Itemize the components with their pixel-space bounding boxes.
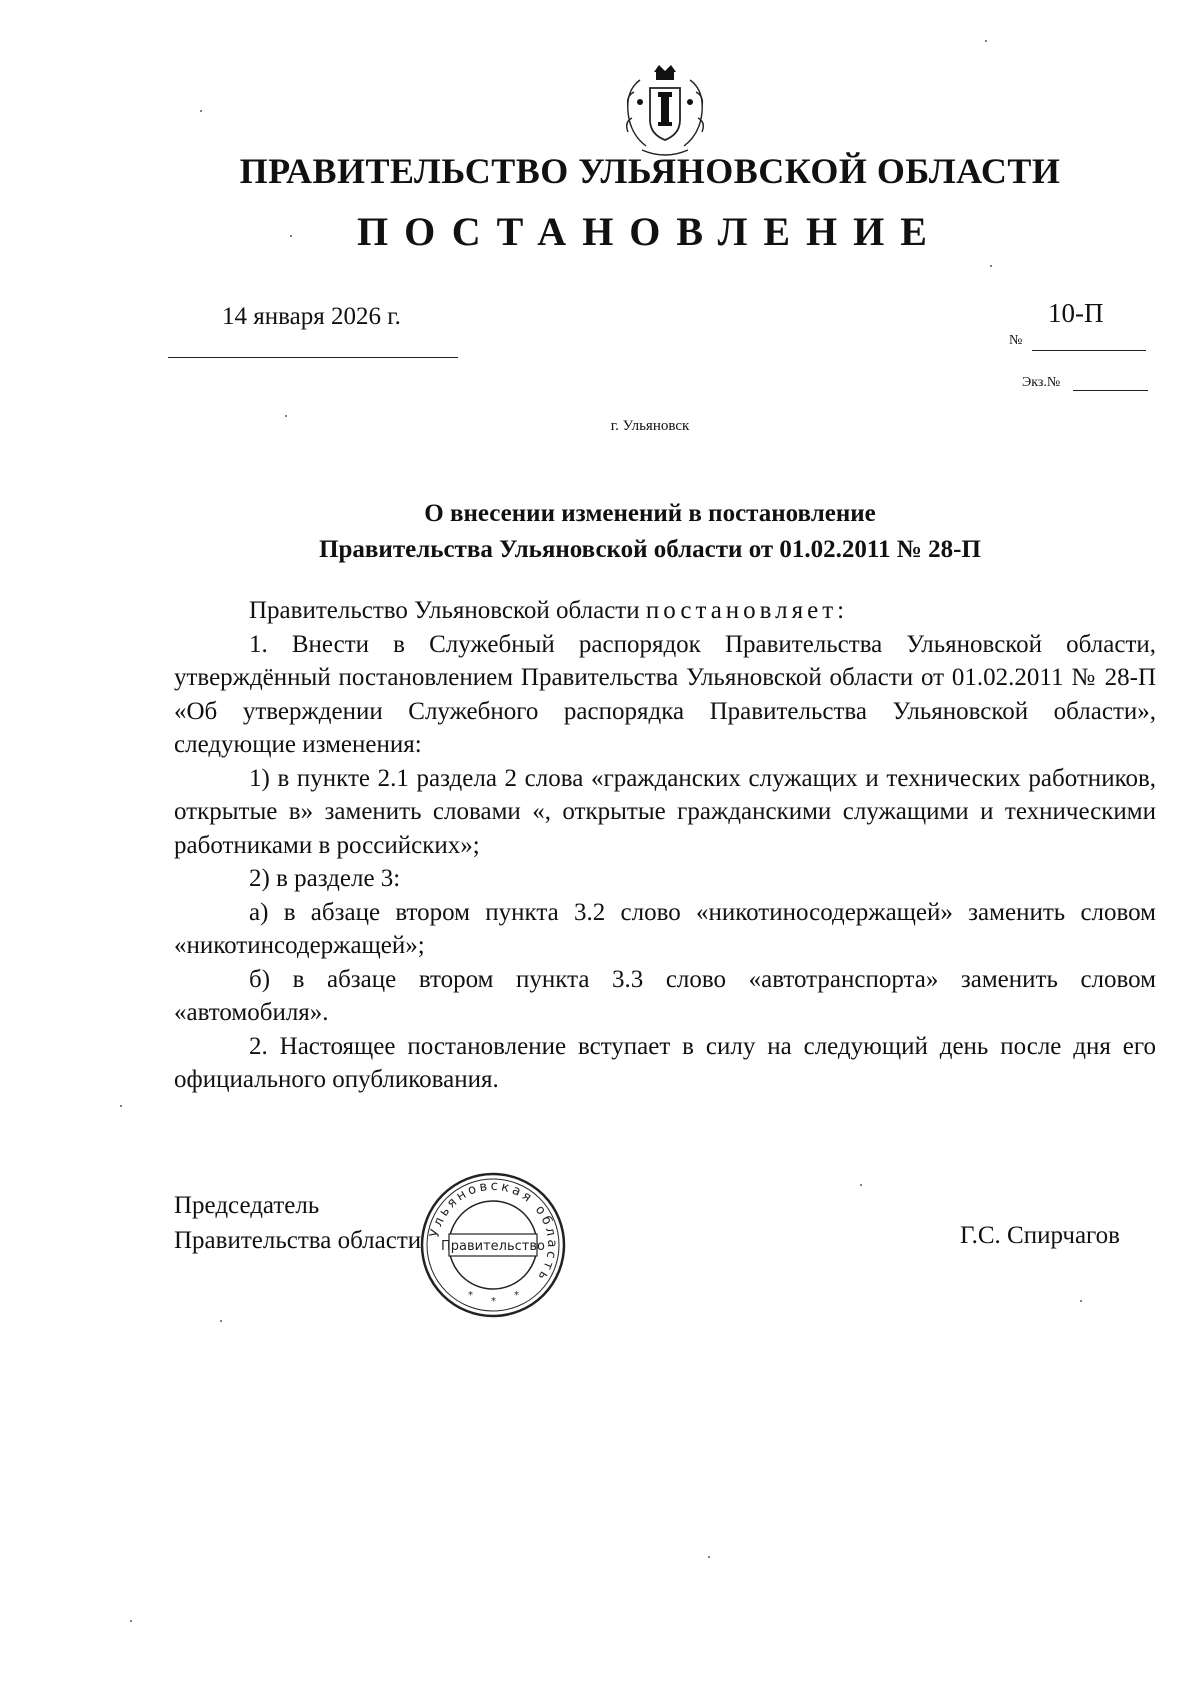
scan-speck <box>990 265 992 267</box>
document-number: 10-П <box>1048 298 1104 328</box>
coat-of-arms-icon <box>610 62 720 162</box>
scan-speck <box>130 1620 132 1622</box>
scan-speck <box>860 1184 862 1186</box>
government-title: ПРАВИТЕЛЬСТВО УЛЬЯНОВСКОЙ ОБЛАСТИ <box>239 151 1061 191</box>
signatory-position <box>174 1188 421 1258</box>
copy-number-label: Экз.№ <box>1022 375 1061 390</box>
scan-speck <box>1080 1300 1082 1302</box>
document-type-title: ПОСТАНОВЛЕНИЕ <box>357 209 943 254</box>
svg-text:*: * <box>514 1290 519 1301</box>
position-line-2: Правительства области <box>174 1227 422 1254</box>
paragraph-1-2-b: б) в абзаце втором пункта 3.3 слово «автотранспорта» заменить словом «автомобиля». <box>174 965 1156 1026</box>
scan-speck <box>285 415 287 417</box>
seal-ring-text: Ульяновская область <box>427 1178 559 1286</box>
svg-text:*: * <box>468 1290 473 1301</box>
document-body <box>174 594 1156 1097</box>
paragraph-1-2: 2) в разделе 3: <box>249 865 401 892</box>
svg-text:*: * <box>491 1296 496 1307</box>
date-underline <box>168 357 458 358</box>
preamble <box>174 594 1156 628</box>
paragraph-2: 2. Настоящее постановление вступает в силу на следующий день после дня его официального опубликования. <box>174 1032 1156 1093</box>
paragraph-1-1: 1) в пункте 2.1 раздела 2 слова «гражданских служащих и технических работников, открытые в» заменить словами «, открытые гражданскими служащими и техническими работниками в российских»; <box>174 764 1156 859</box>
scan-speck <box>200 110 202 112</box>
scan-speck <box>985 40 987 42</box>
document-date: 14 января 2026 г. <box>222 303 401 330</box>
number-underline <box>1032 350 1146 351</box>
scan-speck <box>120 1105 122 1107</box>
preamble-prefix: Правительство Ульяновской области <box>249 597 646 624</box>
scan-speck <box>708 1556 710 1558</box>
scan-speck <box>290 235 292 237</box>
paragraph-1: 1. Внести в Служебный распорядок Правительства Ульяновской области, утверждённый постановлением Правительства Ульяновской области от 01.02.2011 № 28-П «Об утверждении Служебного распорядка Правительства Ульяновской области», следующие изменения: <box>174 630 1156 758</box>
subject-line-2: Правительства Ульяновской области от 01.02.2011 № 28-П <box>319 536 981 563</box>
number-label: № <box>1009 333 1023 348</box>
copy-number-underline <box>1073 390 1148 391</box>
paragraph-1-2-a: а) в абзаце втором пункта 3.2 слово «никотиносодержащей» заменить словом «никотинсодержащей»; <box>174 898 1156 959</box>
seal-center-text: Правительство <box>441 1239 545 1254</box>
subject-line-1: О внесении изменений в постановление <box>424 500 876 527</box>
position-line-1: Председатель <box>174 1192 320 1219</box>
city-label: г. Ульяновск <box>610 418 690 434</box>
scan-speck <box>220 1320 222 1322</box>
svg-text:Ульяновская область <box>427 1179 559 1286</box>
official-seal-icon <box>418 1170 568 1320</box>
document-subject <box>180 496 1120 568</box>
preamble-verb: постановляет: <box>645 597 849 624</box>
signatory-name: Г.С. Спирчагов <box>960 1222 1120 1249</box>
